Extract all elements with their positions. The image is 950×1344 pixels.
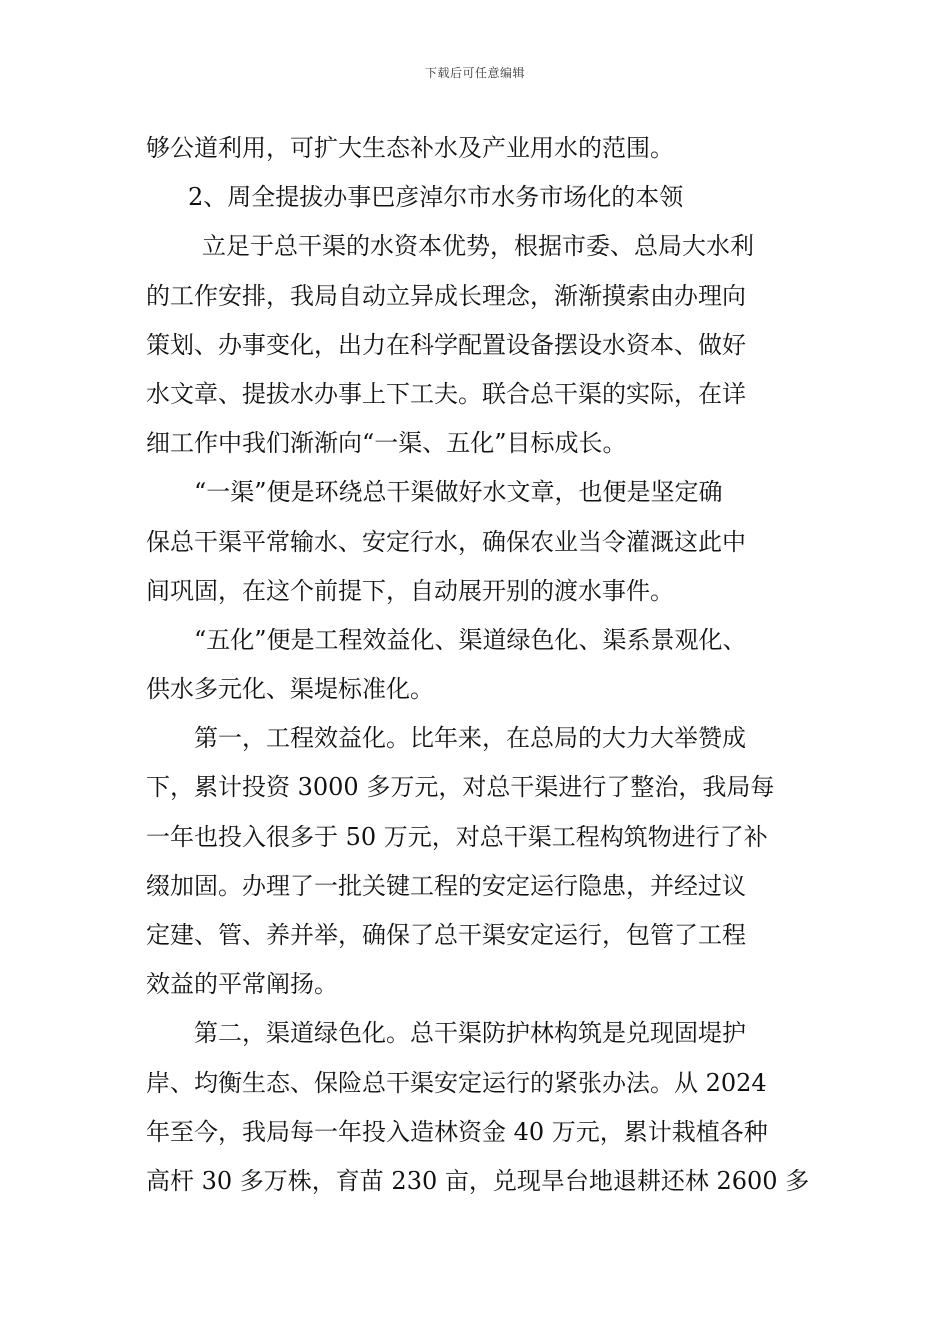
text-line: 够公道利用，可扩大生态补水及产业用水的范围。 — [146, 134, 674, 162]
page-header: 下载后可任意编辑 — [424, 66, 525, 80]
section-heading: 2、周全提拔办事巴彦淖尔市水务市场化的本领 — [188, 183, 684, 212]
text-line: 策划、办事变化，出力在科学配置设备摆设水资本、做好 — [146, 330, 746, 359]
text-line: 缀加固。办理了一批关键工程的安定运行隐患，并经过议 — [146, 871, 746, 900]
text-line: 岸、均衡生态、保险总干渠安定运行的紧张办法。从 2024 — [146, 1068, 767, 1097]
text-line: 定建、管、养并举，确保了总干渠安定运行，包管了工程 — [146, 921, 746, 949]
text-line: 水文章、提拔水办事上下工夫。联合总干渠的实际，在详 — [146, 379, 746, 408]
text-line: 第一，工程效益化。比年来，在总局的大力大举赞成 — [194, 724, 746, 753]
text-line: 第二，渠道绿色化。总干渠防护林构筑是兑现固堤护 — [194, 1019, 746, 1048]
text-line: 高杆 30 多万株，育苗 230 亩，兑现旱台地退耕还林 2600 多 — [146, 1166, 810, 1195]
text-line: 效益的平常阐扬。 — [146, 970, 338, 999]
text-line: 一年也投入很多于 50 万元，对总干渠工程构筑物进行了补 — [146, 822, 768, 851]
text-line: 保总干渠平常输水、安定行水，确保农业当令灌溉这此中 — [146, 527, 746, 556]
text-line: “五化”便是工程效益化、渠道绿色化、渠系景观化、 — [194, 625, 747, 654]
text-line: 年至今，我局每一年投入造林资金 40 万元，累计栽植各种 — [146, 1117, 768, 1146]
text-line: 立足于总干渠的水资本优势，根据市委、总局大水利 — [202, 232, 754, 261]
text-line: 间巩固，在这个前提下，自动展开别的渡水事件。 — [146, 576, 674, 605]
text-line: 细工作中我们渐渐向“一渠、五化”目标成长。 — [146, 429, 627, 458]
document-body — [146, 124, 816, 1206]
text-line: “一渠”便是环绕总干渠做好水文章，也便是坚定确 — [194, 478, 723, 507]
text-line: 下，累计投资 3000 多万元，对总干渠进行了整治，我局每 — [146, 773, 775, 802]
text-line: 的工作安排，我局自动立异成长理念，渐渐摸索由办理向 — [146, 281, 746, 310]
text-line: 供水多元化、渠堤标准化。 — [146, 675, 434, 704]
